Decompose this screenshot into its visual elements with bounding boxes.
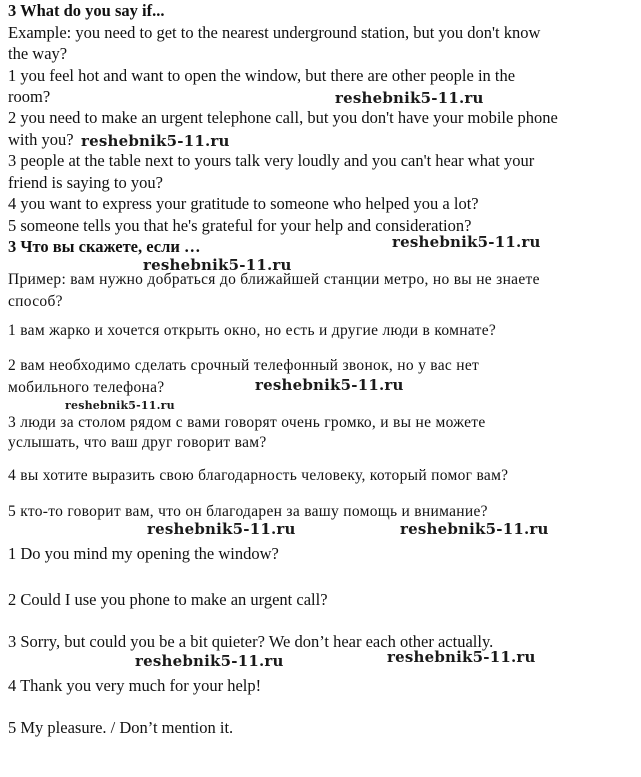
watermark: reshebnik5-11.ru [392, 233, 541, 251]
watermark: reshebnik5-11.ru [143, 256, 292, 274]
watermark: reshebnik5-11.ru [400, 520, 549, 538]
translation-title: 3 Что вы скажете, если … [8, 237, 201, 256]
task-line: 4 you want to express your gratitude to someone who helped you a lot? [8, 194, 479, 213]
task-line: friend is saying to you? [8, 173, 163, 192]
answer-line: 3 Sorry, but could you be a bit quieter? We don’t hear each other actually. [8, 632, 494, 651]
translation-line: 4 вы хотите выразить свою благодарность человеку, который помог вам? [8, 467, 509, 484]
task-line: room? [8, 87, 51, 106]
watermark: reshebnik5-11.ru [255, 376, 404, 394]
translation-line: мобильного телефона? [8, 379, 165, 396]
task-line: 5 someone tells you that he's grateful for your help and consideration? [8, 216, 472, 235]
task-line: 2 you need to make an urgent telephone call, but you don't have your mobile phone [8, 108, 558, 127]
translation-line: 1 вам жарко и хочется открыть окно, но есть и другие люди в комнате? [8, 322, 497, 339]
task-line: 1 you feel hot and want to open the window, but there are other people in the [8, 66, 516, 85]
watermark: reshebnik5-11.ru [147, 520, 296, 538]
answer-line: 1 Do you mind my opening the window? [8, 544, 279, 563]
task-line: Example: you need to get to the nearest underground station, but you don't know [8, 23, 541, 42]
translation-line: 2 вам необходимо сделать срочный телефонный звонок, но у вас нет [8, 357, 480, 374]
task-line: 3 people at the table next to yours talk very loudly and you can't hear what your [8, 151, 535, 170]
answer-line: 2 Could I use you phone to make an urgent call? [8, 590, 328, 609]
answer-line: 5 My pleasure. / Don’t mention it. [8, 718, 234, 737]
watermark: reshebnik5-11.ru [65, 399, 175, 412]
watermark: reshebnik5-11.ru [387, 648, 536, 666]
translation-line: 5 кто-то говорит вам, что он благодарен за вашу помощь и внимание? [8, 503, 488, 520]
task-title: 3 What do you say if... [8, 1, 165, 20]
task-line: the way? [8, 44, 68, 63]
watermark: reshebnik5-11.ru [135, 652, 284, 670]
answer-line: 4 Thank you very much for your help! [8, 676, 262, 695]
translation-line: способ? [8, 293, 63, 310]
watermark: reshebnik5-11.ru [81, 132, 230, 150]
watermark: reshebnik5-11.ru [335, 89, 484, 107]
translation-line: услышать, что ваш друг говорит вам? [8, 434, 267, 451]
translation-line: 3 люди за столом рядом с вами говорят очень громко, и вы не можете [8, 414, 486, 431]
task-line: with you? [8, 130, 74, 149]
translation-line: Пример: вам нужно добраться до ближайшей станции метро, но вы не знаете [8, 271, 540, 288]
